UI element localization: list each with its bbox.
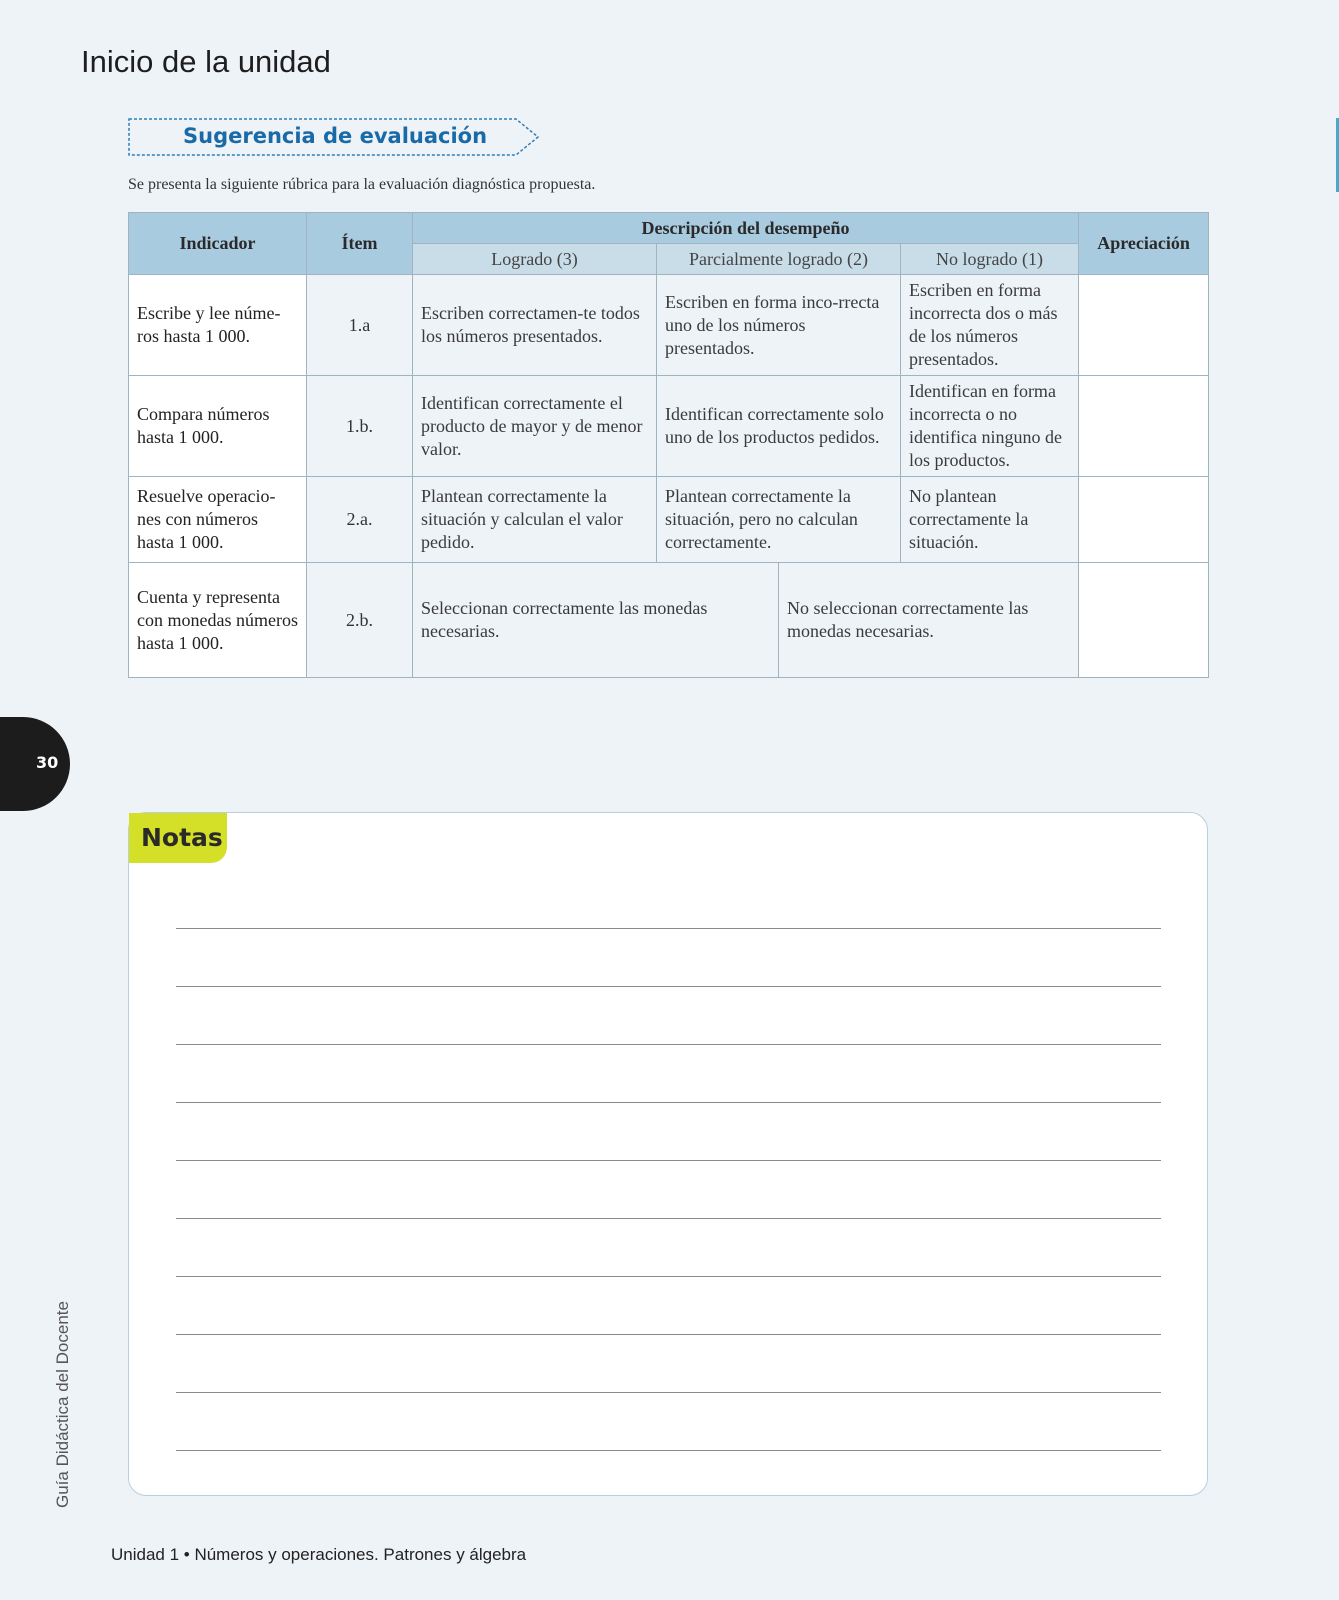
cell-parcial: Identifican correctamente solo uno de los productos pedidos. — [657, 376, 901, 477]
page-number: 30 — [36, 753, 59, 772]
header-item: Ítem — [307, 213, 413, 275]
note-line — [176, 1102, 1161, 1103]
cell-apreciacion[interactable] — [1079, 477, 1209, 563]
side-text: Guía Didáctica del Docente — [53, 1301, 72, 1508]
cell-apreciacion[interactable] — [1079, 376, 1209, 477]
cell-indicador: Compara números hasta 1 000. — [129, 376, 307, 477]
page-title: Inicio de la unidad — [81, 44, 331, 79]
note-line — [176, 986, 1161, 987]
note-line — [176, 1044, 1161, 1045]
cell-no-logrado: Identifican en forma incorrecta o no identifica ninguno de los productos. — [901, 376, 1079, 477]
header-parcial: Parcialmente logrado (2) — [657, 244, 901, 275]
cell-logrado: Plantean correctamente la situación y calculan el valor pedido. — [413, 477, 657, 563]
note-line — [176, 1334, 1161, 1335]
cell-no-logrado: No seleccionan correctamente las monedas necesarias. — [779, 563, 1079, 678]
note-line — [176, 1218, 1161, 1219]
header-apreciacion: Apreciación — [1079, 213, 1209, 275]
table-row — [129, 376, 1209, 477]
note-line — [176, 1276, 1161, 1277]
cell-apreciacion[interactable] — [1079, 275, 1209, 376]
notes-box[interactable] — [128, 812, 1208, 1496]
intro-text: Se presenta la siguiente rúbrica para la evaluación diagnóstica propuesta. — [128, 176, 596, 193]
note-line — [176, 1392, 1161, 1393]
cell-item: 2.a. — [307, 477, 413, 563]
cell-logrado: Identifican correctamente el producto de mayor y de menor valor. — [413, 376, 657, 477]
note-line — [176, 1160, 1161, 1161]
header-no-logrado: No logrado (1) — [901, 244, 1079, 275]
cell-item: 1.a — [307, 275, 413, 376]
rubric-table — [128, 212, 1209, 678]
cell-indicador: Resuelve operacio-nes con números hasta 1 000. — [129, 477, 307, 563]
notes-tab — [129, 813, 227, 863]
header-indicador: Indicador — [129, 213, 307, 275]
table-row — [129, 275, 1209, 376]
note-line — [176, 928, 1161, 929]
page-number-tab — [0, 717, 70, 811]
table-row — [129, 563, 1209, 678]
cell-logrado: Seleccionan correctamente las monedas necesarias. — [413, 563, 779, 678]
header-logrado: Logrado (3) — [413, 244, 657, 275]
header-descripcion: Descripción del desempeño — [413, 213, 1079, 244]
section-label: Sugerencia de evaluación — [183, 124, 488, 148]
footer-text: Unidad 1 • Números y operaciones. Patrones y álgebra — [111, 1545, 527, 1564]
cell-item: 1.b. — [307, 376, 413, 477]
cell-no-logrado: No plantean correctamente la situación. — [901, 477, 1079, 563]
note-line — [176, 1450, 1161, 1451]
table-row — [129, 477, 1209, 563]
notes-label: Notas — [141, 823, 223, 852]
cell-parcial: Plantean correctamente la situación, pero no calculan correctamente. — [657, 477, 901, 563]
cell-logrado: Escriben correctamen-te todos los números presentados. — [413, 275, 657, 376]
cell-indicador: Escribe y lee núme-ros hasta 1 000. — [129, 275, 307, 376]
cell-item: 2.b. — [307, 563, 413, 678]
cell-parcial: Escriben en forma inco-rrecta uno de los números presentados. — [657, 275, 901, 376]
cell-no-logrado: Escriben en forma incorrecta dos o más de los números presentados. — [901, 275, 1079, 376]
cell-indicador: Cuenta y representa con monedas números hasta 1 000. — [129, 563, 307, 678]
section-banner — [128, 118, 540, 156]
cell-apreciacion[interactable] — [1079, 563, 1209, 678]
